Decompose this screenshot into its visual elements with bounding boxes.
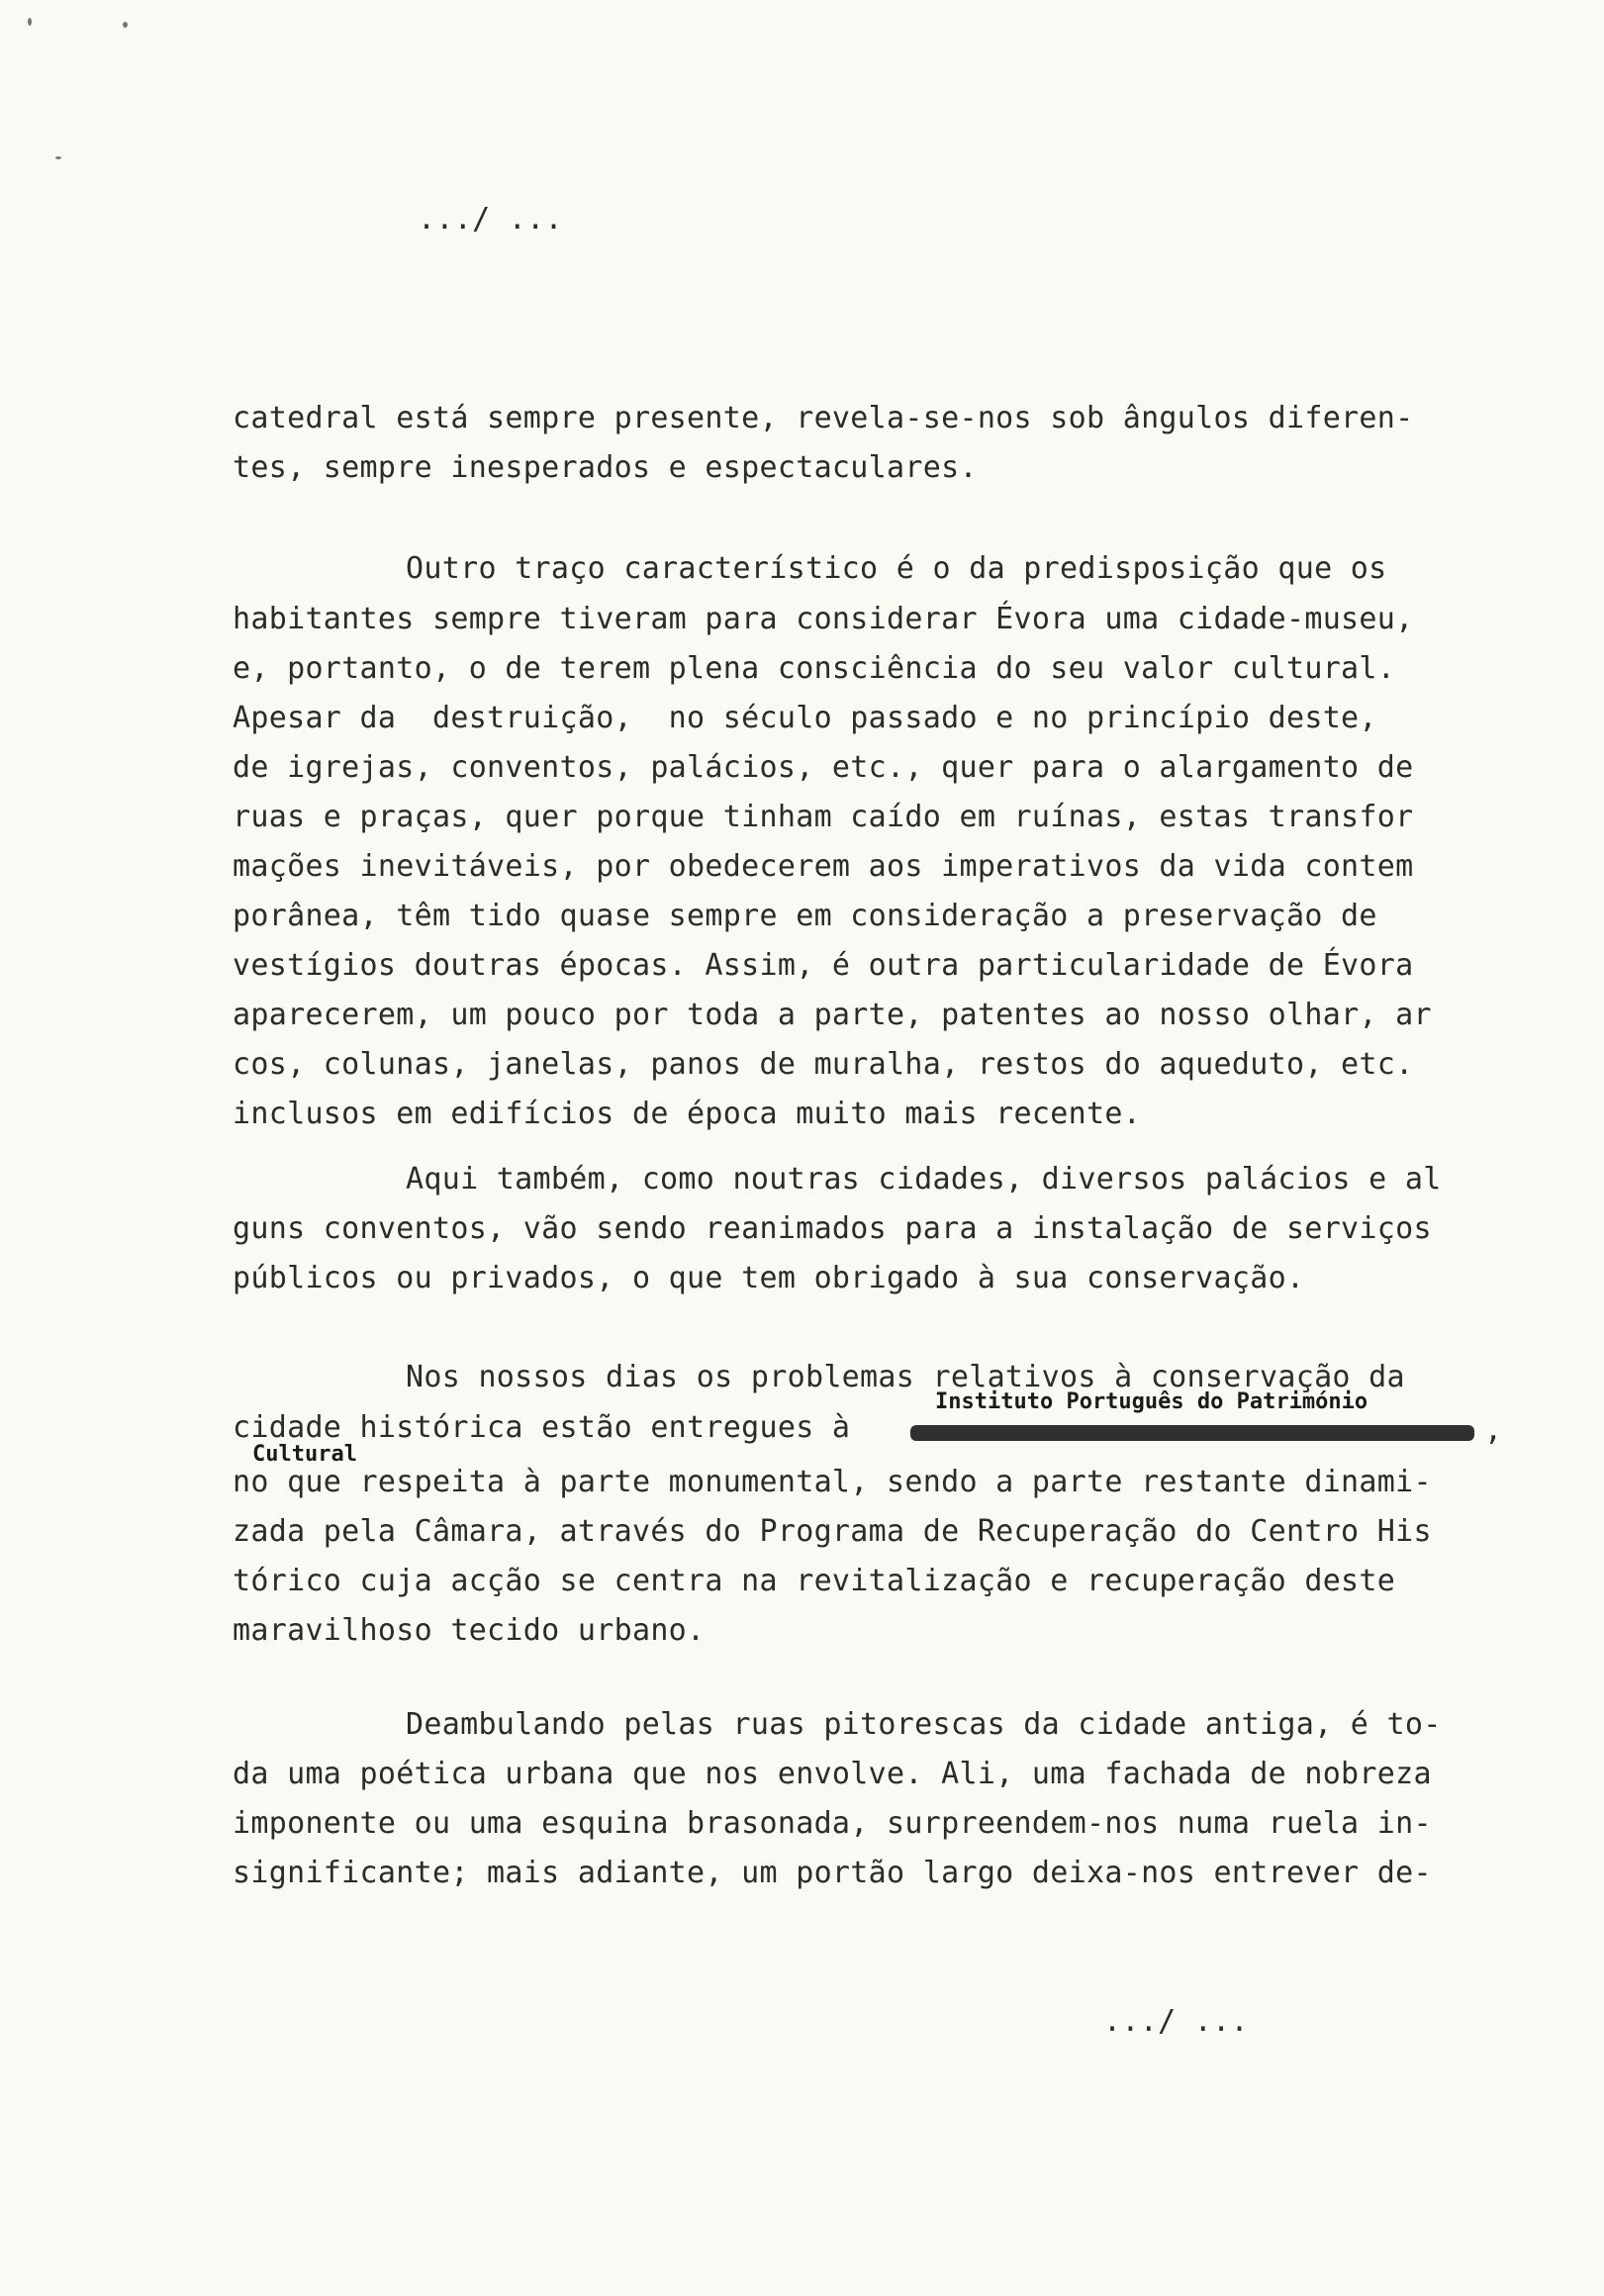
paragraph-4-line-5: tórico cuja acção se centra na revitalização e recuperação deste [233,1564,1396,1598]
paragraph-3-line-3: públicos ou privados, o que tem obrigado à sua conservação. [233,1261,1305,1295]
footer-continuation: .../ ... [1103,2004,1249,2039]
paragraph-5-line-2: da uma poética urbana que nos envolve. Ali, uma fachada de nobreza [233,1757,1432,1791]
paragraph-3-line-2: guns conventos, vão sendo reanimados para a instalação de serviços [233,1211,1432,1246]
paragraph-5-line-3: imponente ou uma esquina brasonada, surpreendem-nos numa ruela in- [233,1806,1432,1841]
paragraph-2-line-12: inclusos em edifícios de época muito mais recente. [233,1097,1142,1131]
paragraph-2-line-11: cos, colunas, janelas, panos de muralha, restos do aqueduto, etc. [233,1047,1414,1082]
paragraph-2-line-2: habitantes sempre tiveram para considerar Évora uma cidade-museu, [233,602,1414,636]
paragraph-1-line-2: tes, sempre inesperados e espectaculares. [233,450,978,485]
paragraph-2-line-9: vestígios doutras épocas. Assim, é outra particularidade de Évora [233,948,1414,983]
paragraph-2-line-6: ruas e praças, quer porque tinham caído em ruínas, estas transfor [233,800,1414,834]
paper-speck [28,18,32,26]
handstamped-insert-institute: Instituto Português do Património [935,1389,1368,1414]
handstamped-insert-cultural: Cultural [252,1442,357,1467]
paragraph-5-line-1: Deambulando pelas ruas pitorescas da cidade antiga, é to- [406,1707,1442,1742]
paragraph-4-line-4: zada pela Câmara, através do Programa de Recuperação do Centro His [233,1514,1432,1549]
header-continuation: .../ ... [418,202,563,237]
paragraph-4-line-1: Nos nossos dias os problemas relativos à conservação da [406,1360,1405,1394]
paragraph-4-line-2-comma: , [1484,1413,1503,1448]
paragraph-3-line-1: Aqui também, como noutras cidades, diversos palácios e al [406,1162,1442,1196]
paragraph-1-line-1: catedral está sempre presente, revela-se-nos sob ângulos diferen- [233,401,1414,435]
paragraph-2-line-10: aparecerem, um pouco por toda a parte, patentes ao nosso olhar, ar [233,998,1432,1032]
paragraph-2-line-5: de igrejas, conventos, palácios, etc., quer para o alargamento de [233,750,1414,785]
paragraph-4-line-3: no que respeita à parte monumental, sendo a parte restante dinami- [233,1465,1432,1499]
paragraph-2-line-3: e, portanto, o de terem plena consciência do seu valor cultural. [233,651,1396,686]
paragraph-2-line-7: mações inevitáveis, por obedecerem aos imperativos da vida contem [233,849,1414,884]
paragraph-4-line-2: cidade histórica estão entregues à [233,1410,851,1445]
paragraph-2-line-1: Outro traço característico é o da predisposição que os [406,551,1387,586]
paragraph-4-line-6: maravilhoso tecido urbano. [233,1613,706,1648]
paper-speck [55,156,61,159]
paragraph-2-line-8: porânea, têm tido quase sempre em consideração a preservação de [233,899,1377,933]
struck-out-text [910,1425,1474,1441]
paragraph-5-line-4: significante; mais adiante, um portão largo deixa-nos entrever de- [233,1856,1432,1890]
paragraph-2-line-4: Apesar da destruição, no século passado e no princípio deste, [233,701,1377,735]
paper-speck [123,22,128,28]
